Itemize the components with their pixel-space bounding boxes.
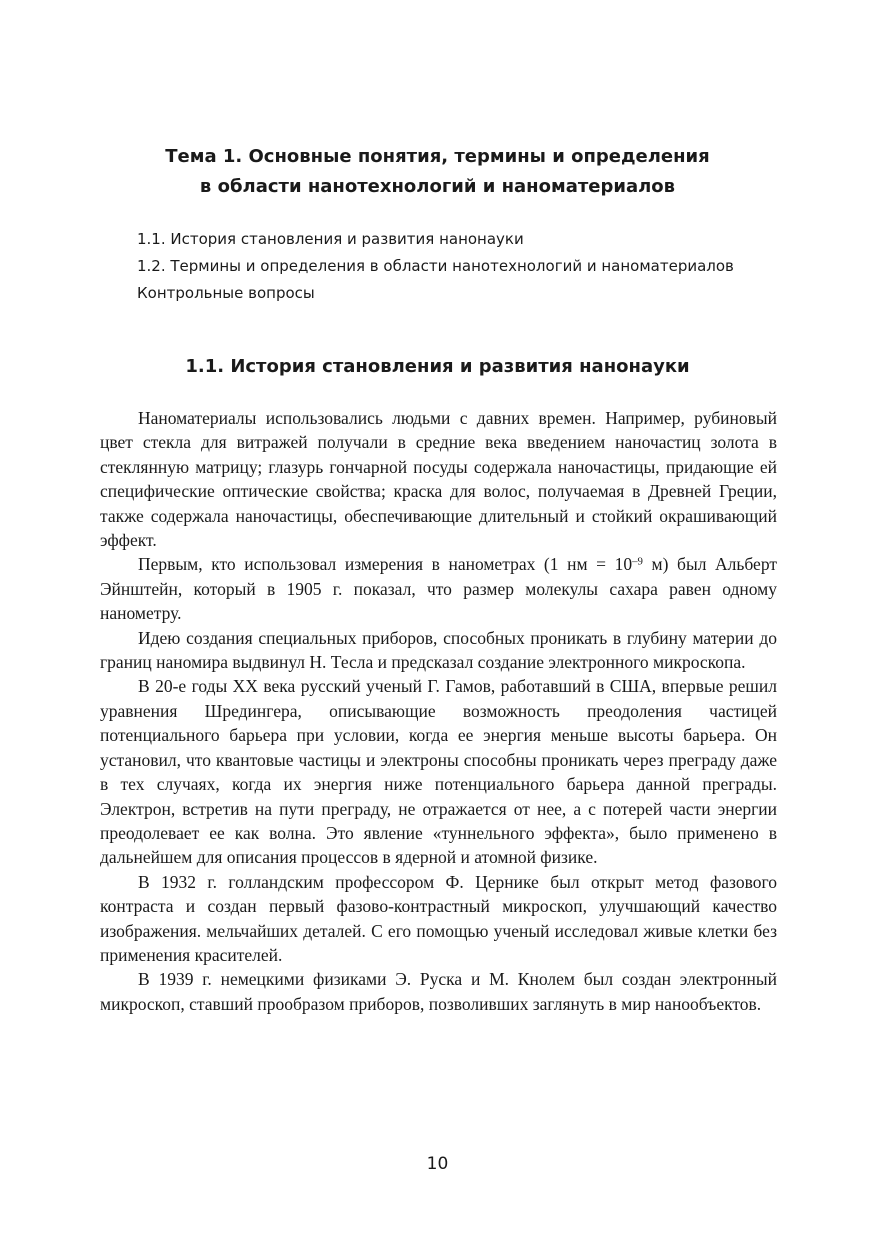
paragraph-einstein-part1: Первым, кто использовал измерения в нанометрах (1 нм = 10 (138, 554, 633, 575)
toc-item-1-1: 1.1. История становления и развития нанонауки (137, 230, 524, 248)
exponent: –9 (632, 556, 643, 569)
table-of-contents (137, 226, 797, 307)
paragraph-einstein-part2: м) был Альберт Эйнштейн, который в 1905 г. показал, что размер молекулы сахара равен одному нанометру. (100, 554, 777, 624)
paragraph-gamow: В 20-е годы XX века русский ученый Г. Гамов, работавший в США, впервые решил уравнения Шредингера, описывающие возможность преодоления частицей потенциального барьера при условии, когда ее энергия меньше высоты барьера. Он установил, что квантовые частицы и электроны способны проникать через преграду даже в тех случаях, когда их энергия ниже потенциального барьера данной преграды. Электрон, встретив на пути преграду, не отражается от нее, а с потерей части энергии преодолевает ее как волна. Это явление «туннельного эффекта», было применено в дальнейшем для описания процессов в ядерной и атомной физике. (100, 676, 777, 868)
toc-item-1-2: 1.2. Термины и определения в области нанотехнологий и наноматериалов (137, 257, 734, 275)
topic-title-line1: Тема 1. Основные понятия, термины и определения (165, 146, 710, 167)
paragraph-tesla: Идею создания специальных приборов, способных проникать в глубину материи до границ наномира выдвинул Н. Тесла и предсказал создание электронного микроскопа. (100, 627, 777, 673)
topic-title-line2: в области нанотехнологий и наноматериалов (199, 176, 676, 197)
paragraph-einstein (100, 552, 777, 625)
paragraph-zernike: В 1932 г. голландским профессором Ф. Цернике был открыт метод фазового контраста и создан первый фазово-контрастный микроскоп, улучшающий качество изображения. мельчайших деталей. С его помощью ученый исследовал живые клетки без применения красителей. (100, 871, 777, 965)
paragraph-nanomaterials-history: Наноматериалы использовались людьми с давних времен. Например, рубиновый цвет стекла для витражей получали в средние века введением наночастиц золота в стеклянную матрицу; глазурь гончарной посуды содержала наночастицы, придающие ей специфические оптические свойства; краска для волос, получаемая в Древней Греции, также содержала наночастицы, обеспечивающие длительный и стойкий окрашивающий эффект. (100, 408, 777, 551)
paragraph-ruska-knoll: В 1939 г. немецкими физиками Э. Руска и М. Кнолем был создан электронный микроскоп, ставший прообразом приборов, позволивших заглянуть в мир нанообъектов. (100, 969, 777, 1014)
toc-item-questions: Контрольные вопросы (137, 284, 315, 302)
page-number: 10 (426, 1154, 449, 1174)
section-title: 1.1. История становления и развития нанонауки (185, 356, 690, 377)
topic-title (100, 142, 775, 202)
body-text (100, 406, 777, 1016)
